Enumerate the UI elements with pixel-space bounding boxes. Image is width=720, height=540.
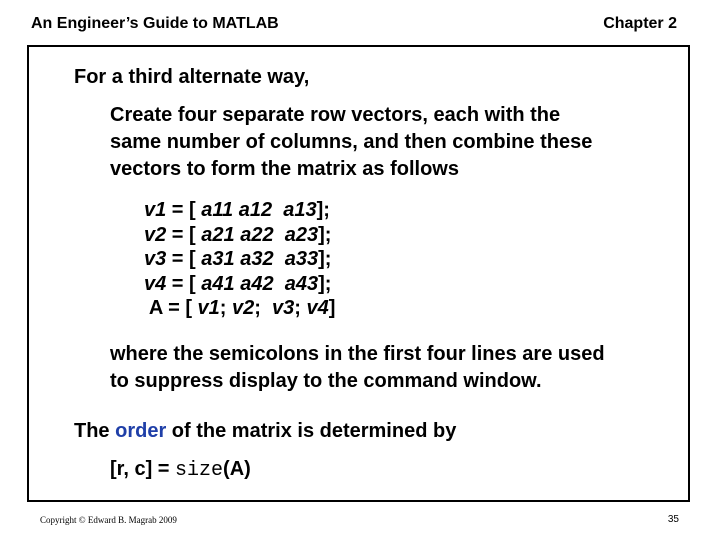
code-block	[144, 198, 335, 321]
chapter-label: Chapter 2	[603, 15, 677, 32]
paragraph-row-vectors	[110, 102, 592, 183]
order-keyword: order	[115, 420, 167, 442]
copyright-footer: Copyright © Edward B. Magrab 2009	[40, 515, 177, 525]
element: a41	[201, 272, 235, 295]
element: v4	[306, 297, 329, 319]
paragraph-line: to suppress display to the command window.	[110, 370, 542, 392]
intro-text: For a third alternate way,	[74, 66, 310, 88]
element: a33	[284, 248, 319, 270]
element: a23	[284, 223, 319, 246]
size-function: size	[175, 459, 224, 482]
var-name: v4	[144, 272, 167, 295]
element: a43	[284, 272, 319, 295]
paragraph-semicolons	[110, 341, 605, 395]
size-command	[110, 458, 251, 482]
size-lhs: [r, c] =	[110, 458, 176, 480]
element: a22	[240, 223, 274, 246]
page-number: 35	[667, 514, 679, 525]
var-name: v1	[144, 199, 167, 221]
paragraph-line: vectors to form the matrix as follows	[110, 158, 459, 180]
order-sentence	[74, 420, 456, 443]
element: v2	[232, 297, 255, 319]
element: a31	[201, 248, 235, 270]
element: a12	[238, 199, 273, 221]
code-line-A: A = [ v1; v2; v3; v4]	[148, 297, 336, 319]
matrix-name: A	[148, 297, 163, 319]
element: a11	[201, 199, 234, 221]
element: a13	[283, 199, 317, 221]
order-after: of the matrix is determined by	[166, 420, 457, 442]
code-line-v4: v4 = [ a41 a42 a43];	[144, 272, 332, 295]
code-line-v3: v3 = [ a31 a32 a33];	[144, 248, 332, 270]
code-line-v1: v1 = [ a11 a12 a13];	[144, 199, 330, 221]
var-name: v3	[144, 248, 167, 270]
header-title: An Engineer’s Guide to MATLAB	[31, 15, 279, 32]
order-before: The	[74, 420, 116, 442]
var-name: v2	[144, 223, 167, 246]
element: v3	[272, 297, 295, 319]
element: a32	[240, 248, 274, 270]
paragraph-line: Create four separate row vectors, each with the	[110, 104, 561, 126]
paragraph-line: same number of columns, and then combine these	[110, 131, 593, 153]
paragraph-line: where the semicolons in the first four lines are used	[110, 343, 605, 365]
element: v1	[197, 297, 220, 319]
element: a21	[201, 223, 235, 246]
element: a42	[240, 272, 274, 295]
code-line-v2: v2 = [ a21 a22 a23];	[144, 223, 332, 246]
size-arg: (A)	[223, 458, 251, 480]
